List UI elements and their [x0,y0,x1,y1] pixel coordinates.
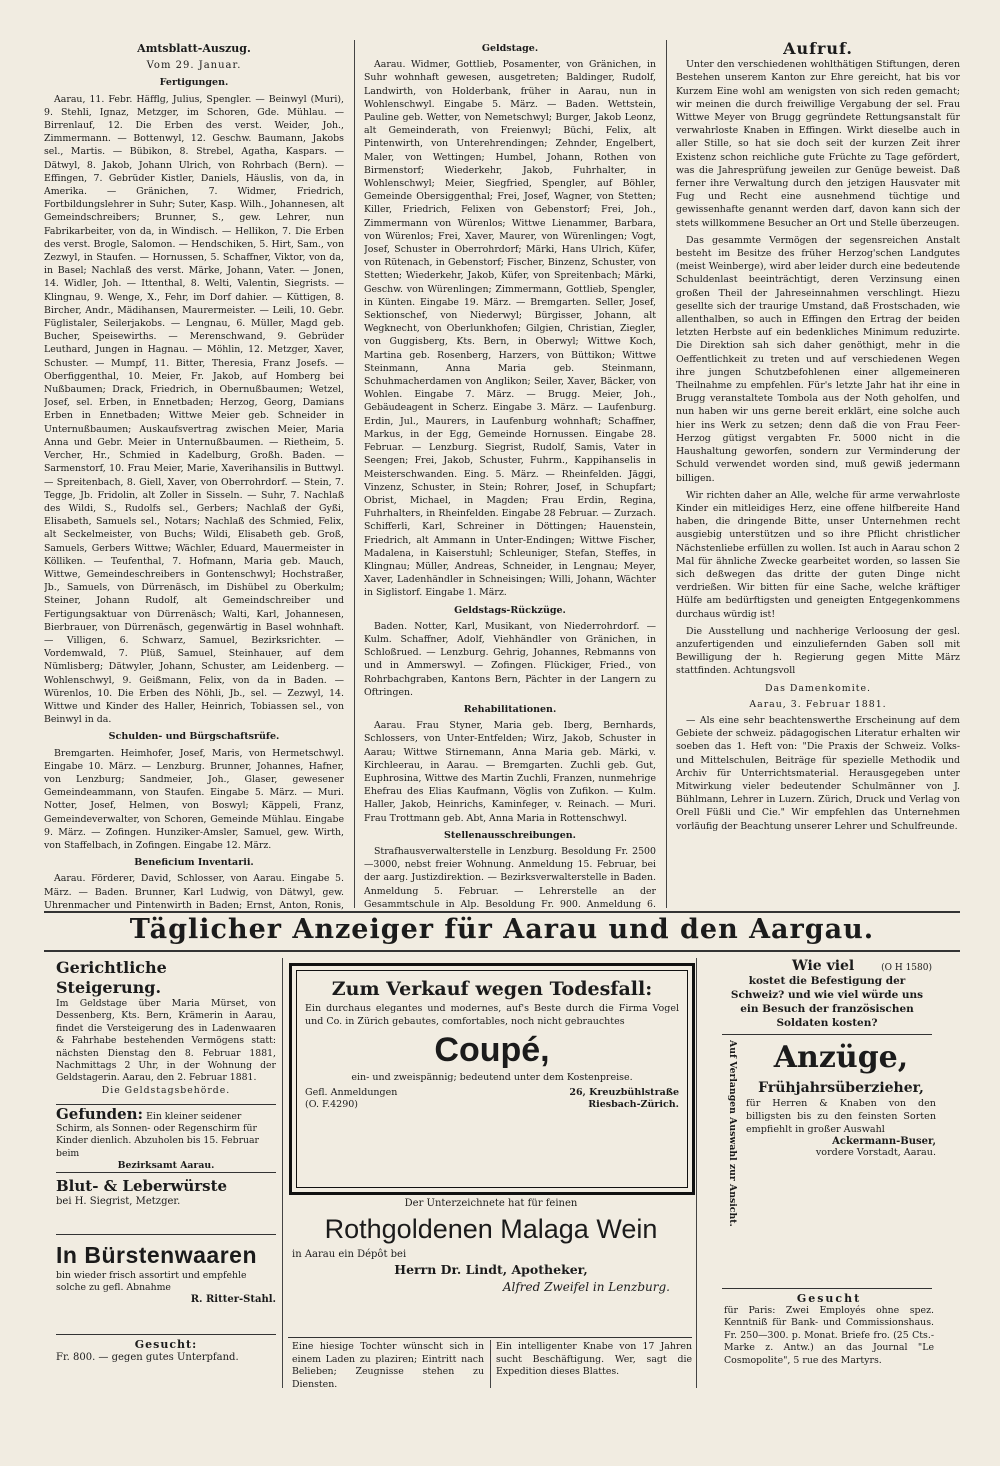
ad-separator [56,1104,276,1105]
ad-separator [288,1337,692,1338]
ad-text: ein- und zweispännig; bedeutend unter dem Kostenpreise. [351,1072,633,1083]
ad-separator [56,1172,276,1173]
ad-address: vordere Vorstadt, Aarau. [815,1147,936,1159]
ad-subtitle: Frühjahrsüberzieher, [758,1080,924,1096]
ad-text: Fr. 800. — gegen gutes Unterpfand. [56,1352,239,1363]
ad-separator [722,1034,932,1035]
ad-title: Blut- & Leberwürste [56,1177,228,1195]
article-text: Die Ausstellung und nachherige Verloosung der gesl. anzufertigenden und einzuliefernden Gaben soll mit Bewilligung der h. Regierung gegen Mitte März stattfinden. Achtungsvoll [676,625,960,677]
amtsblatt-title: Amtsblatt-Auszug. [137,42,251,55]
ad-side-text: Auf Verlangen Auswahl zur Ansicht. [727,1040,738,1227]
article-text: Aarau. Widmer, Gottlieb, Posamenter, von Gränichen, in Suhr wohnhaft gewesen, ausgetreten; Baldinger, Rudolf, Landwirth, von Holderbank, früher in Aarau, nun in Wohlenschwyl. Eingabe 5. März. — Baden. Wettstein, Pauline geb. Wetter, von Nemetschwyl; Burger, Jakob Leonz, alt Gemeinderath, von Freienwyl; Büchi, Felix, alt Pintenwirth, von Unterehrendingen; Zehnder, Engelbert, Maler, von Wettingen; Humbel, Johann, Rothen von Birmenstorf; Wiederkehr, Jakob, Fuhrhalter, in Wohlenschwyl; Meier, Siegfried, Spengler, auf Böhler, Gemeinde Obersiggenthal; Frei, Josef, Wagner, von Stetten; Killer, Friedrich, Felixen von Gebenstorf; Frei, Joh., Zimmermann von Würenlos; Wittwe Lienammer, Barbara, von Würenlos; Frei, Xaver, Maurer, von Würenlingen; Vogt, Josef, Schuster in Oberrohrdorf; Märki, Hans Ulrich, Küfer, von Rütenach, in Gebenstorf; Fischer, Binzenz, Schuster, von Stetten; Wiederkehr, Jakob, Küfer, von Spreitenbach; Märki, Geschw. von Würenlingen; Zimmermann, Gottlieb, Spengler, in Künten. Eingabe 19. März. — Bremgarten. Seller, Josef, Sektionschef, von Niederwyl; Bürgisser, Johann, alt Wegknecht, von Oberlunkhofen; Gilgien, Christian, Ziegler, von Guggisberg, Kts. Bern, in Oberwyl; Wittwe Koch, Martina geb. Rosenberg, Harzers, von Büttikon; Wittwe Steinmann, Anna Maria geb. Steinmann, Schuhmacherdamen von Anglikon; Seiler, Xaver, Bäcker, von Wohlen. Eingabe 7. März. — Brugg. Meier, Joh., Gebäudeagent in Scherz. Eingabe 3. März. — Laufenburg. Erdin, Jul., Maurers, in Laufenburg wohnhaft; Schaffner, Markus, in der Egg, Gemeinde Hornussen. Eingabe 28. Februar. — Lenzburg. Siegrist, Rudolf, Samis, Vater in Seengen; Frei, Jakob, Schuster, Fuhrm., Kappihanselis in Meisterschwanden. Eing. 5. März. — Rheinfelden. Jäggi, Vinzenz, Schuster, in Stein; Rohrer, Josef, in Schupfart; Obrist, Michael, in Magden; Frau Erdin, Regina, Fuhrhalters, in Rheinfelden. Eingabe 28 Februar. — Zurzach. Schifferli, Karl, Schreiner in Döttingen; Hauenstein, Friedrich, alt Ammann in Unter-Endingen; Wittwe Fischer, Madalena, in Kaiserstuhl; Schleuniger, Stefan, Steffes, in Klingnau; Müller, Andreas, Schneider, in Lengnau; Meyer, Xaver, Ladenhändler in Schneisingen; Willi, Johann, Wächter in Siglistorf. Eingabe 1. März. [364,59,656,599]
ad-signature: Die Geldstagsbehörde. [101,1084,231,1096]
ad-text: Im Geldstage über Maria Mürset, von Dessenberg, Kts. Bern, Krämerin in Aarau, findet die Versteigerung des in Ladenwaaren & Fahrhabe bestehenden Vermögens statt: nächsten Dienstag den 8. Februar 1881, Nachmittags 2 Uhr, in der Wohnung der Geldstagerin. Aarau, den 2. Februar 1881. [56,998,276,1084]
column-aufruf [676,38,960,913]
ad-text: bin wieder frisch assortirt und empfehle solche zu gefl. Abnahme [56,1270,247,1293]
article-text: Wir richten daher an Alle, welche für arme verwahrloste Kinder ein mitleidiges Herz, eine offene hilfbereite Hand haben, die dringende Bitte, unser Unternehmen recht ausgiebig unterstützen und so ihre Pflicht christlicher Nächstenliebe erfüllen zu wollen. Ist auch in Aarau schon 2 Mal für ähnliche Zwecke gearbeitet worden, so lassen Sie sich deßwegen das dritte der guten Dinge nicht verdrießen. Wir bitten für eine Sache, welche kräftiger Hülfe am bedürftigsten und geneigten Entgegenkommens durchaus würdig ist! [676,489,960,620]
ad-text: Gefl. Anmeldungen [305,1086,398,1098]
section-heading: Fertigungen. [159,77,229,89]
article-text: Das gesammte Vermögen der segensreichen Anstalt besteht im Besitze des früher Herzog'schen Landgutes (meist Weinberge), wird aber leider durch eine bedeutende Schuldenlast beeinträchtigt, deren Verzinsung einen großen Theil der Jahreseinnahmen verschlingt. Hiezu gesellte sich der traurige Umstand, daß Frostschaden, wie allenthalben, so auch in Effingen den Ertrag der beiden letzten Herbste auf ein bedenkliches Minimum reduzirte. Die Direktion sah sich daher genöthigt, mehr in die Oeffentlichkeit zu treten und auf verschiedenen Wegen ihre jungen Schutzbefohlenen einer allgemeineren Theilnahme zu empfehlen. Für's letzte Jahr hat ihr eine in Brugg veranstaltete Tombola aus der Noth geholfen, und nun haben wir uns gerne bereit erklärt, eine solche auch hier ins Werk zu setzen; denn daß die von Frau Feer-Herzog gütigst vergabten Fr. 5000 nicht in die Haushaltung geworfen, sondern zur Verminderung der Schuld verwendet worden sind, muß gewiß jedermann billigen. [676,234,960,484]
article-text: Strafhausverwalterstelle in Lenzburg. Besoldung Fr. 2500—3000, nebst freier Wohnung. Anmeldung 15. Februar, bei der aarg. Justizdirektion. — Bezirksverwalterstelle in Baden. Anmeldung 5. Februar. — Lehrerstelle an der Gesammtschule in Alp. Besoldung Fr. 900. Anmeldung 6. [364,845,656,910]
ad-separator [722,1288,932,1289]
ad-code: (O. F.4290) [305,1099,358,1110]
ad-title: Gesucht: [134,1338,198,1351]
section-heading: Geldstags-Rückzüge. [454,604,566,616]
ad-anzuege-side [724,1040,740,1280]
ad-title: Anzüge, [773,1040,909,1075]
section-heading: Geldstage. [481,43,539,54]
signature-date: Aarau, 3. Februar 1881. [749,698,887,710]
ad-knabe [496,1341,692,1391]
ad-address: 26, Kreuzbühlstraße Riesbach-Zürich. [569,1086,679,1110]
banner-rule-bottom [44,950,960,952]
ad-big: Coupé, [434,1031,550,1069]
ad-title: Gerichtliche Steigerung. [56,958,167,997]
section-heading: Stellenausschreibungen. [444,829,576,841]
ad-anzuege [746,1038,936,1188]
anzeiger-banner: Täglicher Anzeiger für Aarau und den Aargau. [129,914,875,945]
ad-tochter [292,1341,484,1391]
ad-text: für Paris: Zwei Employés ohne spez. Kenntniß für Bank- und Commissionshaus. Fr. 250—300. p. Monat. Briefe fro. (25 Cts.-Marke z. Antw.) an das Journal "Le Cosmopolite", 5 rue des Martyrs. [724,1305,934,1366]
ad-text: für Herren & Knaben von den billigsten bis zu den feinsten Sorten empfiehlt in großer Auswahl [746,1098,936,1135]
ad-title: Rothgoldenen Malaga Wein [324,1214,658,1244]
ad-name: Herrn Dr. Lindt, Apotheker, [394,1262,588,1277]
ad-column-rule [282,958,283,1388]
article-text: Aarau, 11. Febr. Häfflg, Julius, Spengler. — Beinwyl (Muri), 9. Stehli, Ignaz, Metzger, im Schoren, Gde. Mühlau. — Birrenlauf, 12. Die Erben des verst. Weider, Joh., Zimmermann. — Bottenwyl, 12. Geschw. Baumann, Jakobs sel., Martis. — Bübikon, 8. Strebel, Agatha, Kaspars. — Dätwyl, 8. Jakob, Johann Ulrich, von Rohrbach (Bern). — Effingen, 7. Gebrüder Kistler, Daniels, Häuslis, von da, in Amerika. — Gränichen, 7. Widmer, Friedrich, Fortbildungslehrer in Suhr; Suter, Kasp. Wilh., Johannesen, alt Gemeindschreibers; Brunner, S., gew. Lehrer, nun Fabrikarbeiter, von da, in Windisch. — Hellikon, 7. Die Erben des verst. Brogle, Salomon. — Hendschiken, 5. Hirt, Sam., von Zezwyl, in Staufen. — Hornussen, 5. Schaffner, Viktor, von da, in Basel; Nachlaß des verst. Märke, Johann, Vater. — Jonen, 14. Widler, Joh. — Ittenthal, 8. Welti, Valentin, Siegrists. — Klingnau, 9. Wenge, X., Fehr, im Dorf dahier. — Küttigen, 8. Bircher, Andr., Mädihansen, Maurermeister. — Leili, 10. Gebr. Füglistaler, Seilerjakobs. — Lengnau, 6. Müller, Magd geb. Bucher, Speisewirths. — Merenschwand, 9. Gebrüder Leuthard, Jungen in Hagnau. — Möhlin, 12. Metzger, Xaver, Schuster. — Mumpf, 11. Bitter, Theresia, Franz Josefs. — Oberfiggenthal, 10. Meier, Fr. Jakob, auf Homberg bei Nußbaumen; Drack, Friedrich, in Obernußbaumen; Wetzel, Josef, sel. Erben, in Ennetbaden; Herzog, Georg, Damians Erben in Ennetbaden; Wittwe Meier geb. Schneider in Unternußbaumen; Auskaufsvertrag zwischen Meier, Maria Anna und Gebr. Meier in Unternußbaumen. — Rietheim, 5. Vercher, Hr., Schmied in Kadelburg, Großh. Baden. — Sarmenstorf, 10. Frau Meier, Marie, Xaverihansilis in Buttwyl. — Spreitenbach, 8. Giell, Xaver, von Oberrohrdorf. — Stein, 7. Tegge, Jb. Fridolin, alt Zoller in Sisseln. — Suhr, 7. Nachlaß des Wildi, S., Rudolfs sel., Gerbers; Nachlaß der Gyßi, Elisabeth, Samuels sel., Notars; Nachlaß des Schmied, Felix, alt Seckelmeister, von Buchs; Wildi, Elisabeth geb. Groß, Samuels, Gerbers Wittwe; Wächler, Eduard, Mauermeister in Kölliken. — Teufenthal, 7. Hofmann, Maria geb. Mauch, Wittwe, Gemeindeschreibers in Gontenschwyl; Hochstraßer, Jb., Samuels, von Dürrenäsch, im Dishübel zu Oberkulm; Steiner, Johann Rudolf, alt Gemeindschreiber und Fertigungsaktuar von Dürrenäsch; Walti, Karl, Johannesen, Bierbrauer, von Dürrenäsch, gegenwärtig in Basel wohnhaft. — Villigen, 6. Schwarz, Samuel, Bezirksrichter. — Vordemwald, 7. Plüß, Samuel, Steinhauer, auf dem Nümlisberg; Dätwyler, Johann, Schuster, am Leidenberg. — Wohlenschwyl, 9. Geißmann, Felix, von da in Baden. — Würenlos, 10. Die Erben des Nöhli, Jb., sel. — Zezwyl, 14. Wittwe und Kinder des Haller, Heinrich, Tobiassen sel., von Beinwyl in da. [44,93,344,726]
ad-title: Zum Verkauf wegen Todesfall: [331,978,653,1000]
ad-text: Ein durchaus elegantes und modernes, auf's Beste durch die Firma Vogel und Co. in Zürich gebautes, comfortables, noch nicht gebrauchtes [305,1003,679,1027]
column-geldstage [364,38,656,913]
column-amtsblatt [44,38,344,913]
section-heading: Schulden- und Bürgschaftsrüfe. [108,731,280,743]
signature: Das Damenkomite. [765,682,871,694]
ad-text: bei H. Siegrist, Metzger. [56,1196,181,1207]
amtsblatt-date: Vom 29. Januar. [146,60,242,72]
article-text: — Als eine sehr beachtenswerthe Erscheinung auf dem Gebiete der schweiz. pädagogischen Literatur erhalten wir soeben das 1. Heft von: "Die Praxis der Schweiz. Volks- und Mittelschulen, Beiträge für spezielle Methodik und Archiv für Unterrichtsmaterial. Herausgegeben unter Mitwirkung vieler bedeutender Schulmänner von J. Bühlmann, Lehrer in Luzern. Zürich, Druck und Verlag von Orell Füßli und Cie." Wir empfehlen das Unternehmen vorläufig der Beachtung unserer Lehrer und Schulfreunde. [676,714,960,832]
ad-separator [56,1334,276,1335]
ad-title: Gefunden: [56,1108,144,1123]
ad-text: Ein kleiner seidener Schirm, als Sonnen- oder Regenschirm für Kinder dienlich. Abzuholen bis 15. Februar beim [56,1111,259,1159]
ad-gesucht-right [724,1292,934,1388]
ad-title: In Bürstenwaaren [56,1242,257,1268]
ad-buersten [56,1240,276,1330]
ad-title: Wie viel [792,958,855,974]
column-rule [354,40,355,908]
article-text: Unter den verschiedenen wohlthätigen Stiftungen, deren Bestehen unserem Kanton zur Ehre gereicht, hat bis vor Kurzem Eine wohl am wenigsten von sich reden gemacht; wir meinen die durch freiwillige Vergabung der sel. Frau Wittwe Meyer von Brugg gegründete Rettungsanstalt für verwahrloste Knaben in Effingen. Wirkt dieselbe auch in aller Stille, so hat sie doch seit der kurzen Zeit ihrer Existenz schon reichliche gute Früchte zu Tage gefördert, was die Jahresprüfung jeweilen zur Genüge beweist. Daß ferner ihre Verwaltung durch den jetzigen Hausvater mit Fug und Recht eine ausnehmend tüchtige und gewissenhafte genannt werden darf, davon kann sich der stets willkommene Besucher an Ort und Stelle überzeugen. [676,59,960,229]
ad-text: Ein intelligenter Knabe von 17 Jahren sucht Beschäftigung. Wer, sagt die Expedition dieses Blattes. [496,1341,692,1378]
ad-separator [56,1234,276,1235]
ad-malaga [292,1198,690,1334]
ad-wieviel [722,958,932,1030]
article-text: Bremgarten. Heimhofer, Josef, Maris, von Hermetschwyl. Eingabe 10. März. — Lenzburg. Brunner, Johannes, Hafner, von Lenzburg; Sandmeier, Joh., Glaser, gewesener Gemeindeammann, von Staufen. Eingabe 5. März. — Muri. Notter, Josef, Helmen, von Boswyl; Käppeli, Franz, Gemeindeverwalter, von Schoren, Gemeinde Mühlau. Eingabe 9. März. — Zofingen. Hunziker-Amsler, Samuel, gew. Wirth, von Staffelbach, in Zofingen. Eingabe 12. März. [44,747,344,851]
article-text: Baden. Notter, Karl, Musikant, von Niederrohrdorf. — Kulm. Schaffner, Adolf, Viehhändler von Gränichen, in Schloßrued. — Lenzburg. Gehrig, Johannes, Rebmanns von und in Ammerswyl. — Zofingen. Flückiger, Fried., von Rohrbachgraben, Kantons Bern, Pächter in der Langern zu Oftringen. [364,620,656,698]
ad-column-rule [490,1340,491,1388]
article-text: Aarau. Frau Styner, Maria geb. Iberg, Bernhards, Schlossers, von Unter-Entfelden; Wirz, Jakob, Schuster in Aarau; Wittwe Stirnemann, Anna Maria geb. Märki, v. Kirchleerau, in Aarau. — Bremgarten. Zuchli geb. Gut, Euphrosina, Wittwe des Martin Zuchli, Franzen, nunmehrige Ehefrau des Elias Kaufmann, Vöglis von Zufikon. — Kulm. Haller, Jakob, Heinrichs, Kaminfeger, v. Reinach. — Muri. Frau Trottmann geb. Abt, Anna Maria in Rottenschwyl. [364,720,656,824]
ad-signature: Bezirksamt Aarau. [117,1159,215,1168]
ad-steigerung [56,958,276,1100]
aufruf-title: Aufruf. [783,39,853,58]
ad-signature: Ackermann-Buser, [832,1136,936,1148]
ad-signature: R. Ritter-Stahl. [190,1294,276,1305]
ad-wuerste [56,1176,276,1230]
ad-text: in Aarau ein Dépôt bei [292,1249,407,1260]
section-heading: Beneficium Inventarii. [134,857,254,869]
column-rule [666,40,667,908]
ad-gefunden [56,1108,276,1168]
ad-text: kostet die Befestigung der Schweiz? und wie viel würde uns ein Besuch der französischen Soldaten kosten? [730,975,924,1029]
ad-gesucht-left [56,1338,276,1388]
ad-text: Der Unterzeichnete hat für feinen [404,1198,578,1209]
section-heading: Rehabilitationen. [463,703,557,715]
article-text: Aarau. Förderer, David, Schlosser, von Aarau. Eingabe 5. März. — Baden. Brunner, Karl Ludwig, von Dätwyl, gew. Uhrenmacher und Pintenwirth in Baden; Ernst, Anton, Ronis, [44,873,344,911]
ad-verkauf [305,975,679,1183]
ad-code: (O H 1580) [881,963,932,973]
ad-signature: Alfred Zweifel in Lenzburg. [502,1280,670,1294]
ad-text: Eine hiesige Tochter wünscht sich in einem Laden zu plaziren; Eintritt nach Belieben; Zeugnisse stehen zu Diensten. [292,1341,484,1390]
ad-title: Gesucht [796,1292,862,1305]
ad-column-rule [696,958,697,1388]
